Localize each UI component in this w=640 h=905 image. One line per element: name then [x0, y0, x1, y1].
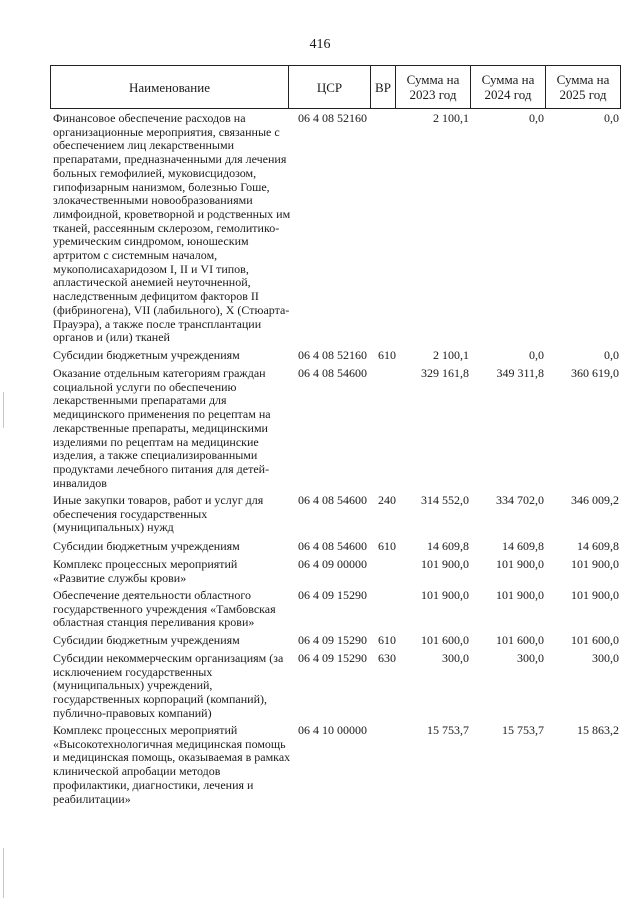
row-sum-2023: 101 900,0: [421, 588, 469, 602]
row-csr: 06 4 10 00000: [298, 723, 367, 737]
row-sum-2025: 14 609,8: [577, 539, 619, 553]
row-name: Субсидии некоммерческим организациям (за исключением государственных (муниципальных) учреждений, государственных корпораций (компаний), публично-правовых компаний): [53, 651, 284, 720]
row-sum-2025: 360 619,0: [571, 366, 619, 380]
page-number: 416: [309, 37, 331, 52]
scan-margin-mark: [3, 392, 4, 428]
column-header-sum-2025: Сумма на 2025 год: [556, 72, 610, 102]
row-name: Субсидии бюджетным учреждениям: [53, 633, 240, 647]
row-name: Субсидии бюджетным учреждениям: [53, 348, 240, 362]
row-name: Обеспечение деятельности областного государственного учреждения «Тамбовская областная станция переливания крови»: [53, 588, 276, 630]
row-sum-2024: 101 900,0: [496, 557, 544, 571]
row-sum-2024: 101 900,0: [496, 588, 544, 602]
row-sum-2024: 0,0: [529, 348, 544, 362]
row-sum-2023: 2 100,1: [433, 111, 469, 125]
row-sum-2024: 15 753,7: [502, 723, 544, 737]
row-sum-2023: 101 600,0: [421, 633, 469, 647]
row-name: Субсидии бюджетным учреждениям: [53, 539, 240, 553]
column-header-name: Наименование: [129, 79, 210, 95]
row-name: Финансовое обеспечение расходов на организационные мероприятия, связанные с обеспечением лиц лекарственными препаратами, предназначенными для лечения больных гемофилией, муковисцидозом, гипофизарным нанизмом, болезнью Гоше, злокачественными новообразованиями лимфоидной, кроветворной и родственных им тканей, рассеянным склерозом, гемолитико-уремическим синдромом, юношеским артритом с системным началом, мукополисахаридозом I, II и VI типов, апластической анемией неуточненной, наследственным дефицитом факторов II (фибриногена), VII (лабильного), X (Стюарта-Прауэра), а также после трансплантации органов и (или) тканей: [53, 111, 291, 345]
row-name: Иные закупки товаров, работ и услуг для обеспечения государственных (муниципальных) нужд: [53, 493, 264, 535]
row-sum-2024: 349 311,8: [496, 366, 544, 380]
column-header-sum-2024: Сумма на 2024 год: [481, 72, 535, 102]
row-sum-2024: 14 609,8: [502, 539, 544, 553]
row-name: Комплекс процессных мероприятий «Развитие службы крови»: [53, 557, 238, 585]
row-vr: 610: [378, 348, 396, 362]
row-vr: 610: [378, 633, 396, 647]
row-vr: 610: [378, 539, 396, 553]
column-header-vr: ВР: [375, 79, 391, 95]
row-sum-2023: 2 100,1: [433, 348, 469, 362]
row-sum-2023: 14 609,8: [427, 539, 469, 553]
row-sum-2025: 300,0: [592, 651, 619, 665]
row-sum-2024: 101 600,0: [496, 633, 544, 647]
row-csr: 06 4 08 54600: [298, 493, 367, 507]
row-sum-2024: 300,0: [517, 651, 544, 665]
row-csr: 06 4 09 15290: [298, 588, 367, 602]
row-vr: 630: [378, 651, 396, 665]
row-csr: 06 4 09 15290: [298, 651, 367, 665]
scan-margin-mark: [3, 848, 4, 898]
row-sum-2024: 334 702,0: [496, 493, 544, 507]
row-sum-2023: 15 753,7: [427, 723, 469, 737]
row-sum-2023: 300,0: [442, 651, 469, 665]
row-csr: 06 4 09 15290: [298, 633, 367, 647]
row-sum-2023: 101 900,0: [421, 557, 469, 571]
row-sum-2023: 329 161,8: [421, 366, 469, 380]
row-sum-2025: 101 600,0: [571, 633, 619, 647]
row-csr: 06 4 08 54600: [298, 539, 367, 553]
row-name: Комплекс процессных мероприятий «Высокотехнологичная медицинская помощь и медицинская помощь, оказываемая в рамках клинической апробации методов профилактики, диагностики, лечения и реабилитации»: [53, 723, 291, 806]
row-sum-2024: 0,0: [529, 111, 544, 125]
header-border-bottom: [50, 108, 621, 109]
column-header-csr: ЦСР: [316, 79, 343, 95]
row-sum-2025: 101 900,0: [571, 557, 619, 571]
row-csr: 06 4 09 00000: [298, 557, 367, 571]
row-sum-2025: 0,0: [604, 348, 619, 362]
row-csr: 06 4 08 52160: [298, 348, 367, 362]
header-divider: [620, 65, 621, 109]
row-sum-2025: 346 009,2: [571, 493, 619, 507]
row-name: Оказание отдельным категориям граждан социальной услуги по обеспечению лекарственными препаратами для медицинского применения по рецептам на лекарственные препараты, медицинскими изделиями по рецептам на медицинские изделия, а также специализированными продуктами лечебного питания для детей-инвалидов: [53, 366, 271, 490]
row-sum-2025: 0,0: [604, 111, 619, 125]
row-sum-2025: 15 863,2: [577, 723, 619, 737]
row-csr: 06 4 08 54600: [298, 366, 367, 380]
table-header: [50, 65, 621, 109]
row-sum-2023: 314 552,0: [421, 493, 469, 507]
row-csr: 06 4 08 52160: [298, 111, 367, 125]
row-sum-2025: 101 900,0: [571, 588, 619, 602]
column-header-sum-2023: Сумма на 2023 год: [406, 72, 460, 102]
row-vr: 240: [378, 493, 396, 507]
